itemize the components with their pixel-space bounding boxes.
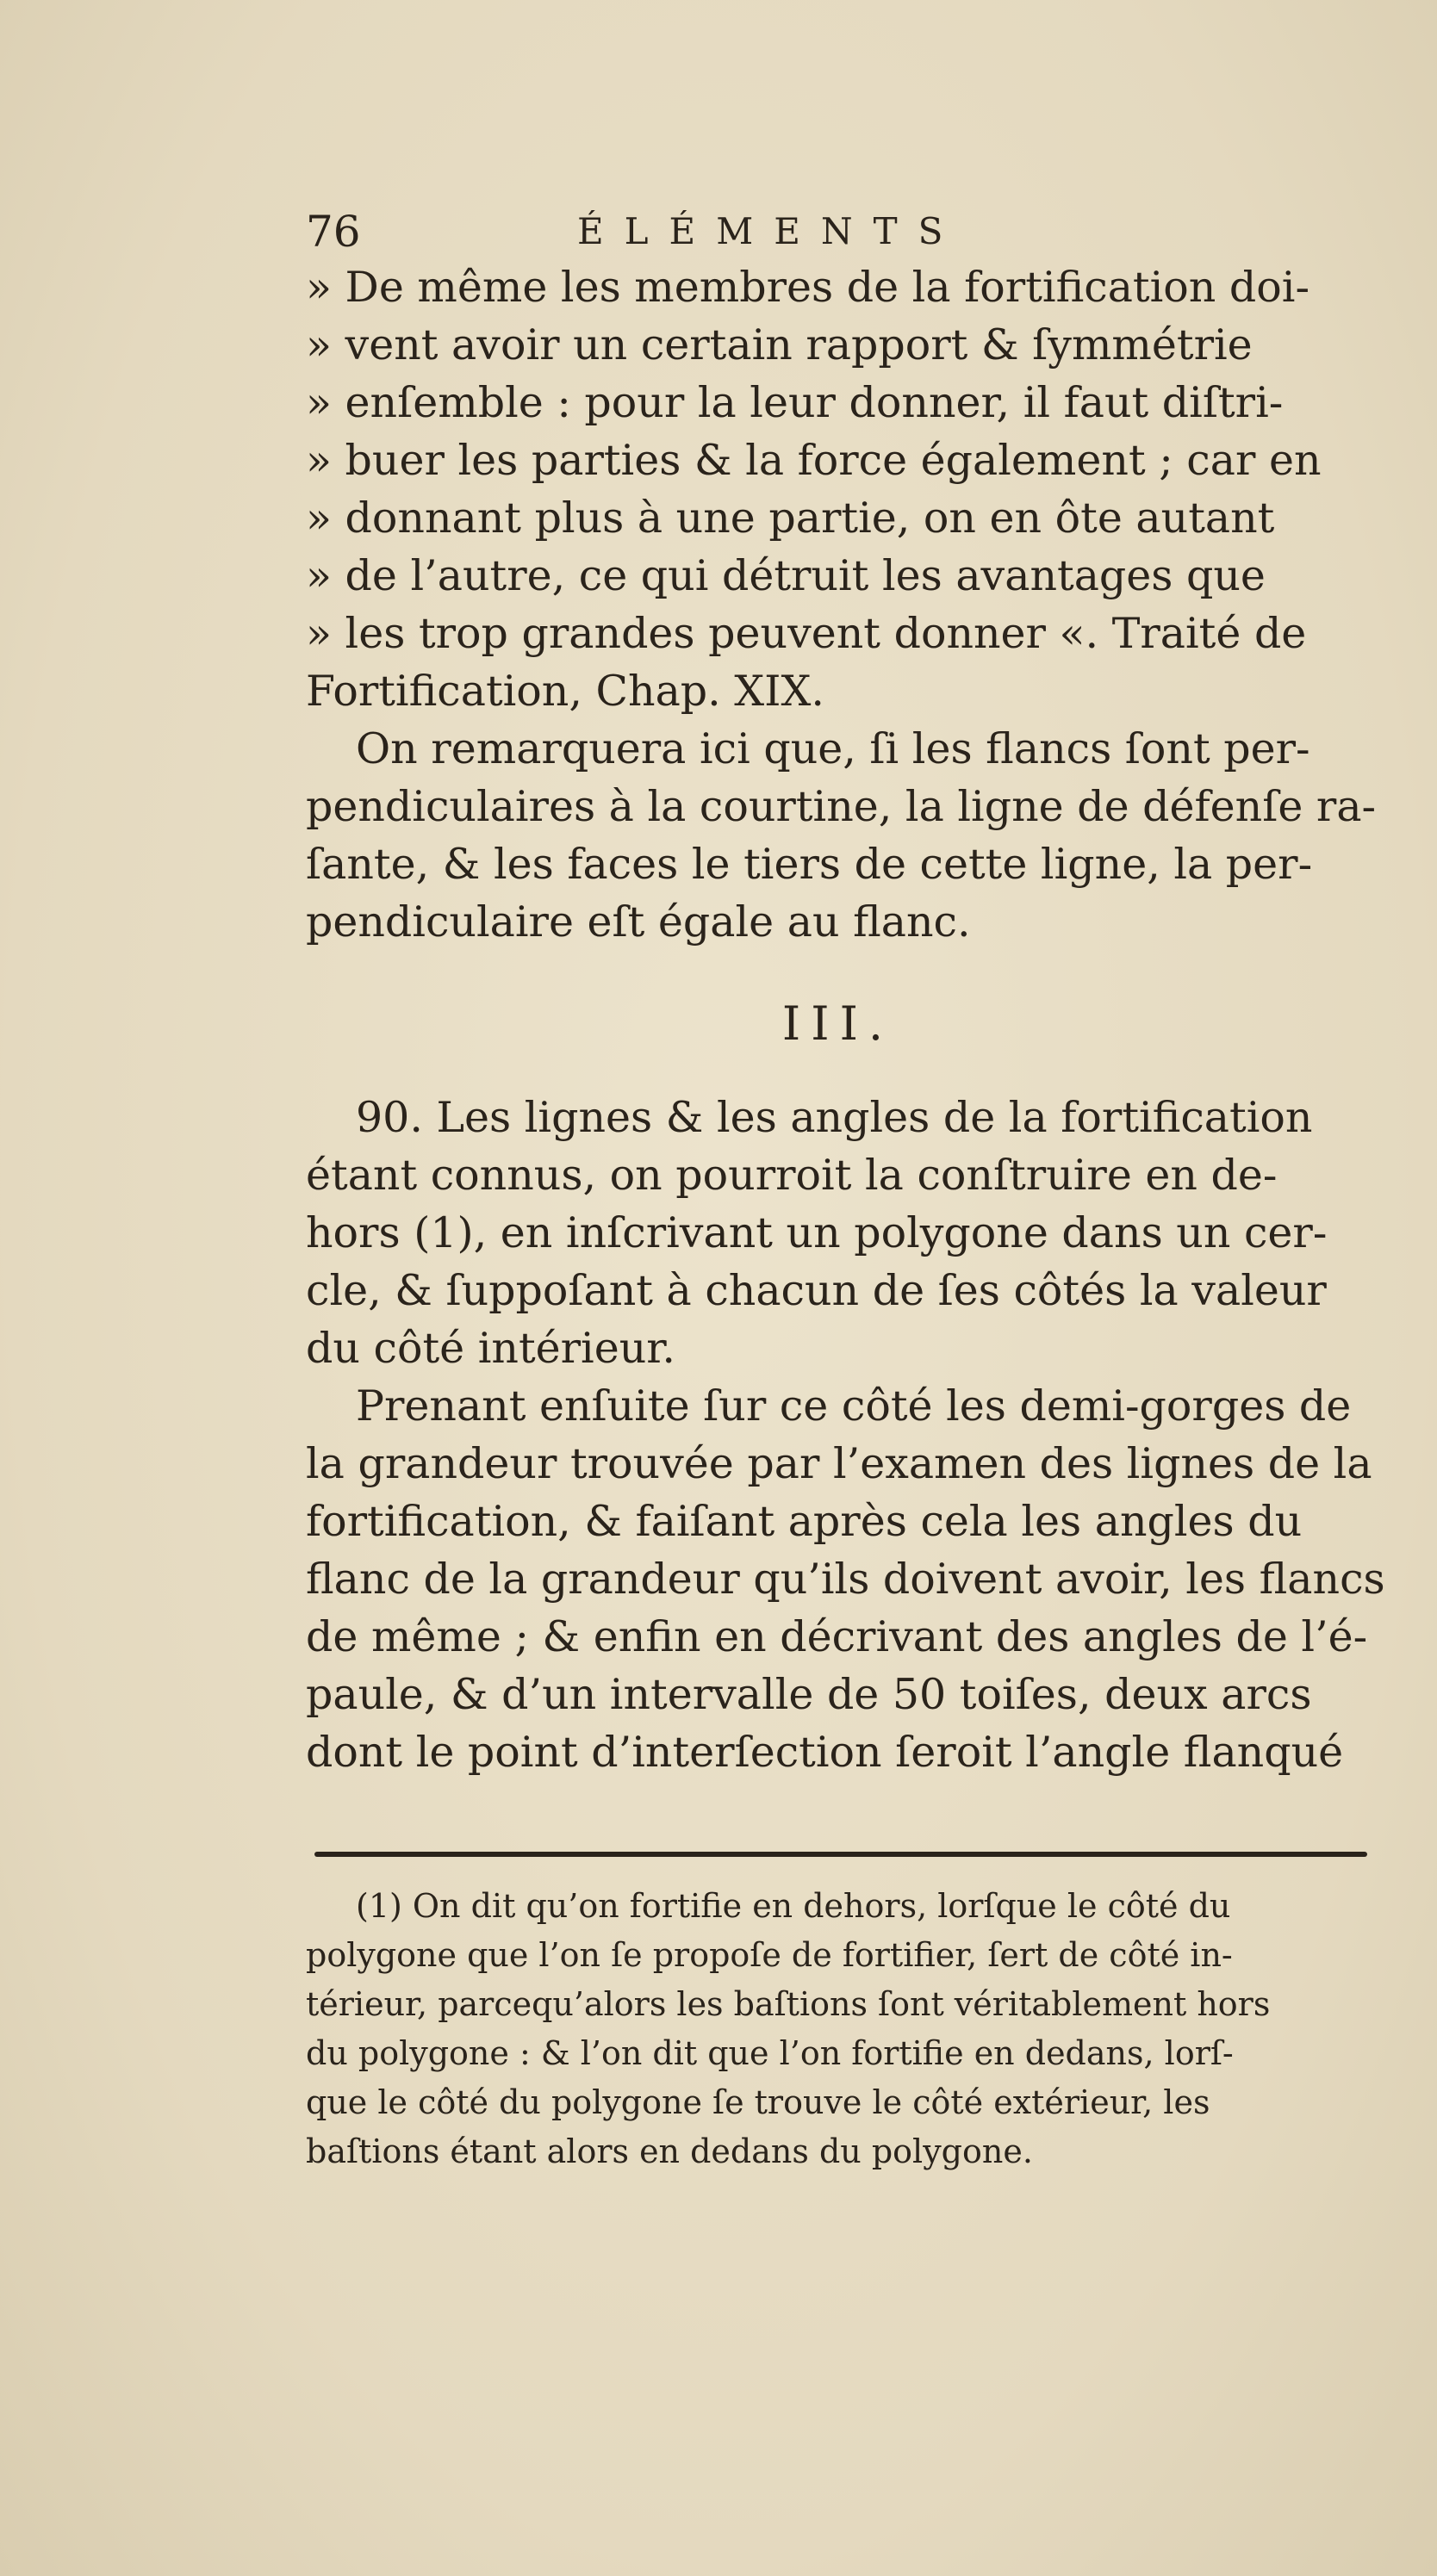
text-line: la grandeur trouvée par l’examen des lignes de la — [306, 1439, 1372, 1488]
page-number: 76 — [306, 207, 361, 257]
text-line: de même ; & enfin en décrivant des angles de l’é- — [306, 1612, 1368, 1661]
text-line: térieur, parcequ’alors les baſtions ſont véritablement hors — [306, 1985, 1271, 2023]
text-line: baſtions étant alors en dedans du polygone. — [306, 2132, 1033, 2170]
text-line: » les trop grandes peuvent donner «. Traité de — [306, 609, 1307, 658]
section-heading: III. — [781, 996, 894, 1051]
text-line: 90. Les lignes & les angles de la fortification — [356, 1093, 1313, 1142]
text-line: dont le point d’interſection ſeroit l’angle flanqué — [306, 1728, 1344, 1777]
page-header — [306, 198, 1064, 258]
text-line: ſante, & les faces le tiers de cette ligne, la per- — [306, 840, 1313, 889]
text-line: » enſemble : pour la leur donner, il faut diſtri- — [306, 378, 1284, 427]
text-line: pendiculaire eſt égale au flanc. — [306, 897, 971, 947]
text-line: » donnant plus à une partie, on en ôte autant — [306, 493, 1275, 543]
text-line: Fortification, Chap. XIX. — [306, 667, 824, 716]
text-line: flanc de la grandeur qu’ils doivent avoir, les flancs — [306, 1555, 1385, 1604]
text-line: du polygone : & l’on dit que l’on fortifie en dedans, lorſ- — [306, 2034, 1234, 2072]
text-line: On remarquera ici que, ſi les flancs ſont per- — [356, 724, 1310, 773]
text-line: étant connus, on pourroit la conſtruire en de- — [306, 1151, 1278, 1200]
text-line: » De même les membres de la fortification doi- — [306, 263, 1309, 312]
text-line: pendiculaires à la courtine, la ligne de défenſe ra- — [306, 782, 1377, 831]
main-text — [306, 258, 1385, 1781]
text-line: paule, & d’un intervalle de 50 toiſes, deux arcs — [306, 1670, 1312, 1719]
text-line: que le côté du polygone ſe trouve le côté extérieur, les — [306, 2083, 1210, 2121]
text-line: hors (1), en inſcrivant un polygone dans un cer- — [306, 1208, 1328, 1257]
paragraph — [306, 1377, 1385, 1781]
text-line: » de l’autre, ce qui détruit les avantages que — [306, 551, 1266, 600]
running-title: ÉLÉMENTS — [577, 210, 964, 252]
text-line: Prenant enſuite ſur ce côté les demi-gorges de — [356, 1381, 1352, 1431]
text-line: » vent avoir un certain rapport & ſymmétrie — [306, 320, 1253, 369]
text-line: (1) On dit qu’on fortifie en dehors, lorſque le côté du — [356, 1887, 1231, 1925]
text-line: du côté intérieur. — [306, 1324, 675, 1373]
quote-block — [306, 258, 1370, 720]
text-line: » buer les parties & la force également ; car en — [306, 436, 1322, 485]
text-line: cle, & ſuppoſant à chacun de ſes côtés la valeur — [306, 1266, 1327, 1315]
footnote — [306, 1882, 1370, 2176]
paragraph — [306, 1089, 1370, 1377]
footnote-rule — [314, 1852, 1367, 1857]
paragraph — [306, 720, 1377, 951]
text-line: fortification, & faiſant après cela les angles du — [306, 1497, 1303, 1546]
text-line: polygone que l’on ſe propoſe de fortifier, ſert de côté in- — [306, 1936, 1233, 1974]
